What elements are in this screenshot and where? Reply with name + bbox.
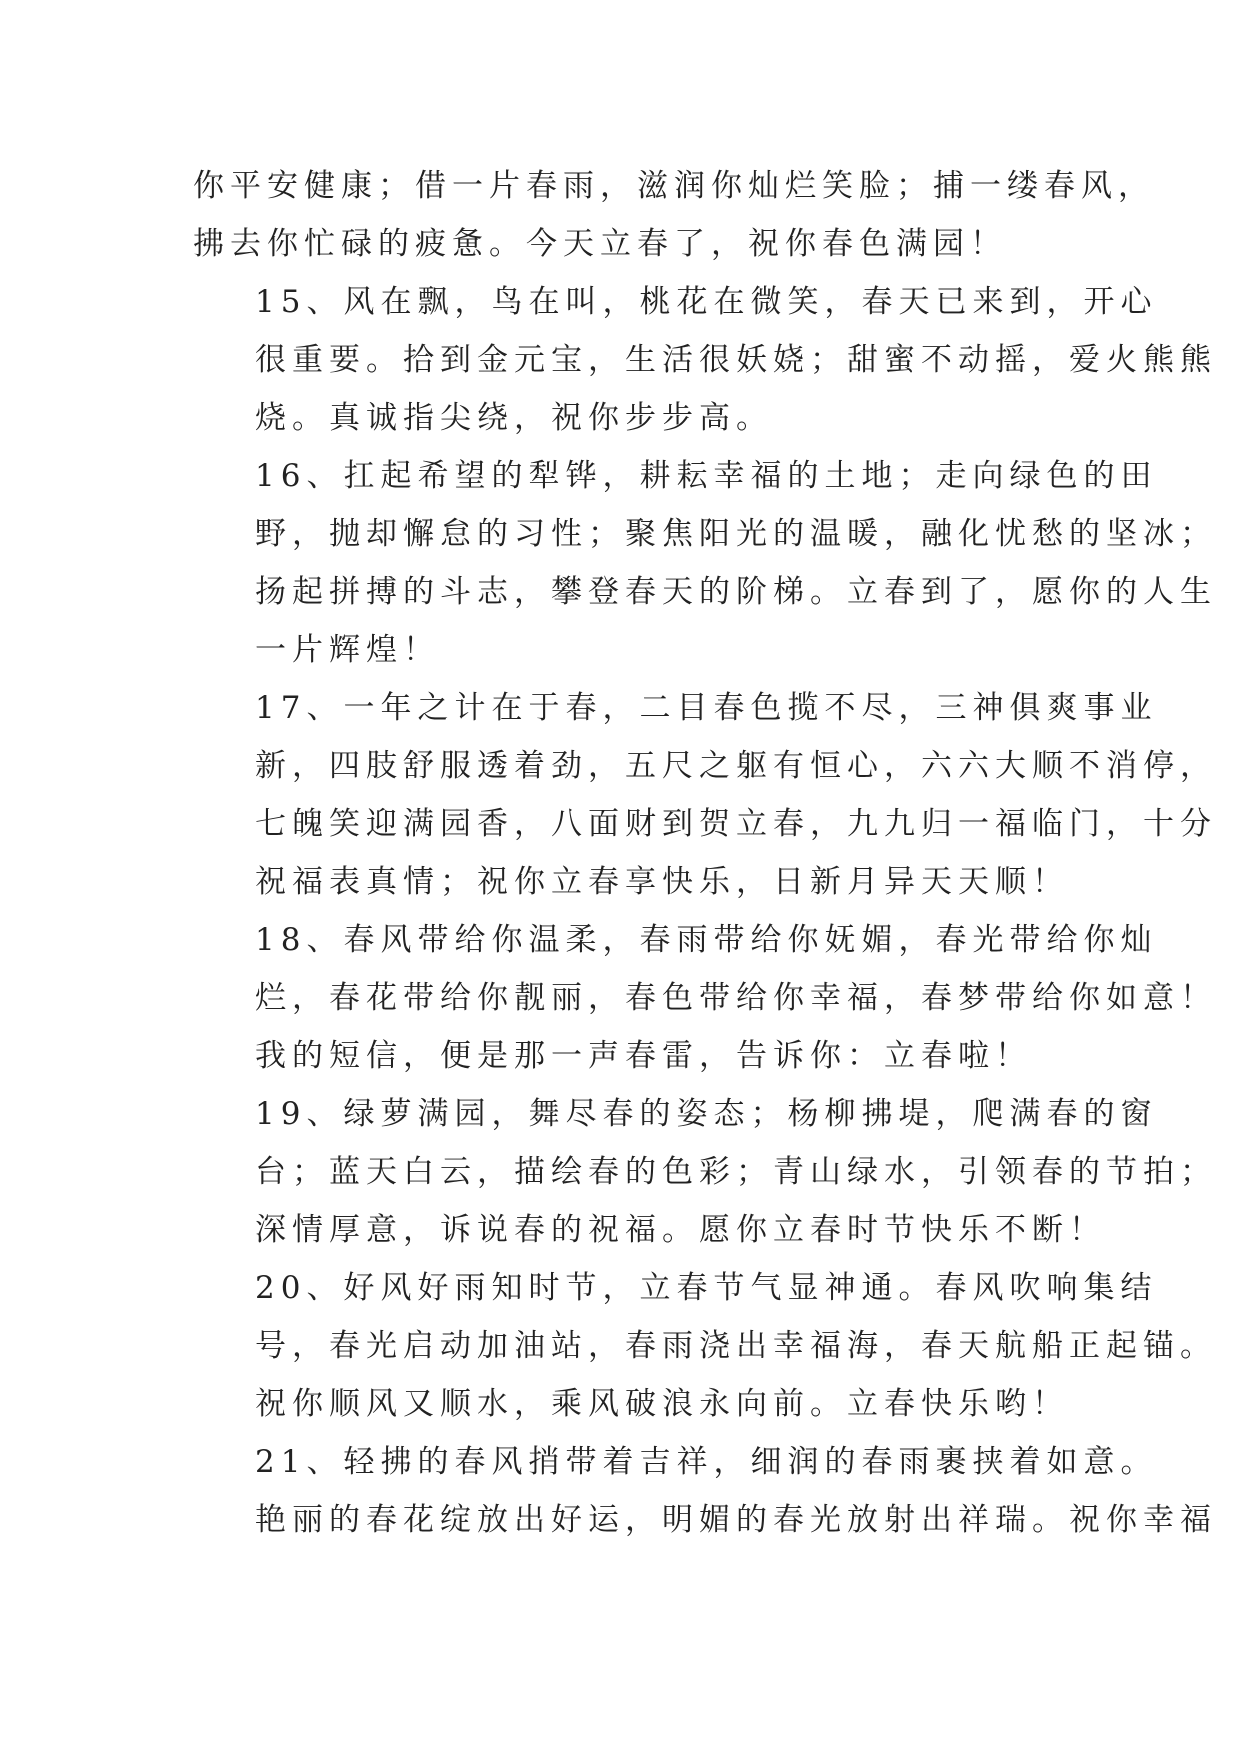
paragraph-14-continued [193, 157, 1155, 273]
text-line: 新，四肢舒服透着劲，五尺之躯有恒心，六六大顺不消停， [255, 748, 1217, 784]
text-line: 15、风在飘，鸟在叫，桃花在微笑，春天已来到，开心 [255, 284, 1158, 320]
paragraph-15 [193, 273, 1217, 447]
text-line: 七魄笑迎满园香，八面财到贺立春，九九归一福临门，十分 [255, 806, 1217, 842]
text-line: 号，春光启动加油站，春雨浇出幸福海，春天航船正起锚。 [255, 1328, 1217, 1364]
text-line: 烂，春花带给你靓丽，春色带给你幸福，春梦带给你如意！ [255, 980, 1217, 1016]
paragraph-19 [193, 1085, 1217, 1259]
paragraph-17 [193, 679, 1217, 911]
text-line: 17、一年之计在于春，二目春色揽不尽，三神俱爽事业 [255, 690, 1158, 726]
text-line: 一片辉煌！ [255, 632, 440, 668]
text-line: 艳丽的春花绽放出好运，明媚的春光放射出祥瑞。祝你幸福 [255, 1502, 1217, 1538]
text-line: 19、绿萝满园，舞尽春的姿态；杨柳拂堤，爬满春的窗 [255, 1096, 1158, 1132]
paragraph-18 [193, 911, 1217, 1085]
text-line: 18、春风带给你温柔，春雨带给你妩媚，春光带给你灿 [255, 922, 1158, 958]
text-line: 很重要。拾到金元宝，生活很妖娆；甜蜜不动摇，爱火熊熊 [255, 342, 1217, 378]
text-line: 你平安健康；借一片春雨，滋润你灿烂笑脸；捕一缕春风， [193, 168, 1155, 204]
text-line: 20、好风好雨知时节，立春节气显神通。春风吹响集结 [255, 1270, 1158, 1306]
paragraph-20 [193, 1259, 1217, 1433]
text-line: 台；蓝天白云，描绘春的色彩；青山绿水，引领春的节拍； [255, 1154, 1217, 1190]
paragraph-16 [193, 447, 1217, 679]
text-line: 深情厚意，诉说春的祝福。愿你立春时节快乐不断！ [255, 1212, 1106, 1248]
text-line: 拂去你忙碌的疲惫。今天立春了，祝你春色满园！ [193, 226, 1007, 262]
text-line: 我的短信，便是那一声春雷，告诉你：立春啦！ [255, 1038, 1032, 1074]
text-line: 祝福表真情；祝你立春享快乐，日新月异天天顺！ [255, 864, 1069, 900]
text-line: 烧。真诚指尖绕，祝你步步高。 [255, 400, 773, 436]
text-line: 祝你顺风又顺水，乘风破浪永向前。立春快乐哟！ [255, 1386, 1069, 1422]
text-line: 扬起拼搏的斗志，攀登春天的阶梯。立春到了，愿你的人生 [255, 574, 1217, 610]
text-line: 野，抛却懈怠的习性；聚焦阳光的温暖，融化忧愁的坚冰； [255, 516, 1217, 552]
text-line: 16、扛起希望的犁铧，耕耘幸福的土地；走向绿色的田 [255, 458, 1158, 494]
text-line: 21、轻拂的春风捎带着吉祥，细润的春雨裹挟着如意。 [255, 1444, 1158, 1480]
paragraph-21 [193, 1433, 1217, 1549]
body-text [193, 157, 1217, 1549]
